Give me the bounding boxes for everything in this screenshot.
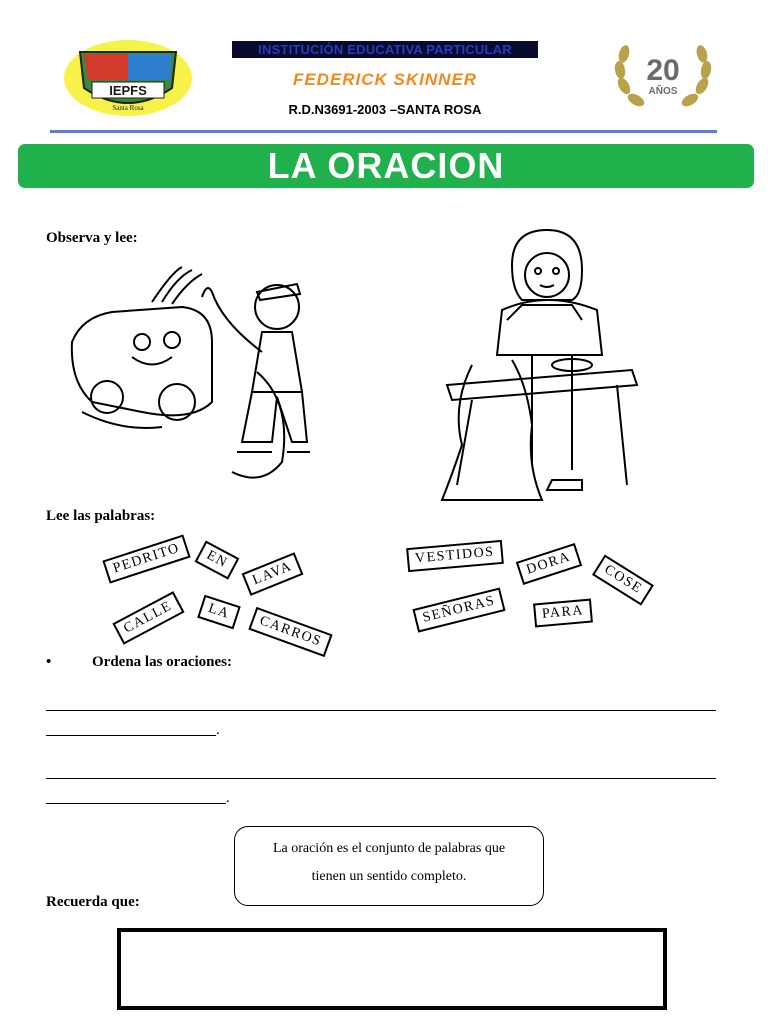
word-card-la: LA xyxy=(197,595,240,629)
answer-line-2a[interactable] xyxy=(46,778,716,779)
word-card-dora: DORA xyxy=(516,543,582,585)
answer-period-1: . xyxy=(216,722,220,738)
word-card-lava: LAVA xyxy=(242,552,304,596)
word-card-vestidos: VESTIDOS xyxy=(406,540,503,572)
anniversary-word: AÑOS xyxy=(648,86,678,97)
word-card-para: PARA xyxy=(533,599,593,628)
definition-line-2: tienen un sentido completo. xyxy=(311,869,467,884)
answer-box[interactable] xyxy=(117,928,667,1010)
girl-sewing-illustration xyxy=(432,225,652,510)
answer-period-2: . xyxy=(226,790,230,806)
crest-text: IEPFS xyxy=(109,83,147,98)
word-card-calle: CALLE xyxy=(112,591,184,644)
header-divider xyxy=(50,130,717,133)
anniversary-badge xyxy=(610,36,716,116)
boy-washing-car-illustration xyxy=(62,262,312,492)
word-card-en: EN xyxy=(195,541,240,580)
word-card-pedrito: PEDRITO xyxy=(102,534,191,583)
answer-line-1a[interactable] xyxy=(46,710,716,711)
word-card-cose: COSE xyxy=(592,555,654,606)
school-name: FEDERICK SKINNER xyxy=(292,70,478,89)
anniversary-number: 20 xyxy=(646,54,680,87)
order-bullet: • xyxy=(46,654,52,670)
answer-line-1b[interactable] xyxy=(46,735,216,736)
observe-label: Observa y lee: xyxy=(46,230,138,246)
remember-label: Recuerda que: xyxy=(46,894,140,910)
order-label: Ordena las oraciones: xyxy=(92,654,232,670)
word-card-carros: CARROS xyxy=(248,607,332,657)
words-label: Lee las palabras: xyxy=(46,508,156,524)
definition-line-1: La oración es el conjunto de palabras que xyxy=(272,841,506,856)
word-card-senoras: SEÑORAS xyxy=(412,587,505,632)
institution-type: INSTITUCIÓN EDUCATIVA PARTICULAR xyxy=(232,41,538,58)
answer-line-2b[interactable] xyxy=(46,803,226,804)
school-crest-logo xyxy=(62,38,194,118)
page-title: LA ORACION xyxy=(18,144,754,188)
definition-callout xyxy=(234,826,544,906)
crest-subtext: Santa Rosa xyxy=(112,104,144,112)
resolution-number: R.D.N3691-2003 –SANTA ROSA xyxy=(288,102,482,117)
